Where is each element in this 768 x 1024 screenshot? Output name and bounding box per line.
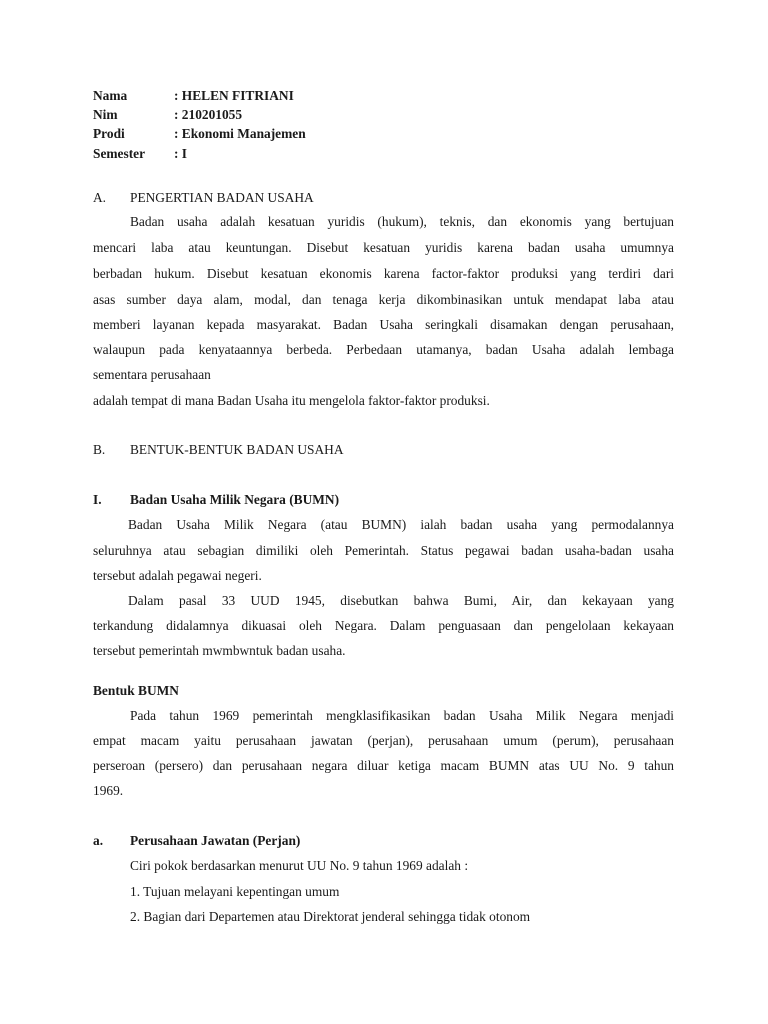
name-label: Nama <box>93 88 128 103</box>
paragraph-line: walaupun pada kenyataannya berbeda. Perbedaan utamanya, badan Usaha adalah lembaga <box>93 342 674 357</box>
semester-label: Semester <box>93 146 146 161</box>
paragraph-line: Badan usaha adalah kesatuan yuridis (hukum), teknis, dan ekonomis yang bertujuan <box>130 214 674 229</box>
paragraph-line: Pada tahun 1969 pemerintah mengklasifikasikan badan Usaha Milik Negara menjadi <box>130 708 674 723</box>
list-item: 1. Tujuan melayani kepentingan umum <box>130 884 340 899</box>
section-a-heading: PENGERTIAN BADAN USAHA <box>130 190 314 205</box>
paragraph-line: mencari laba atau keuntungan. Disebut kesatuan yuridis karena badan usaha umumnya <box>93 240 674 255</box>
paragraph-line: terkandung didalamnya dikuasai oleh Negara. Dalam penguasaan dan pengelolaan kekayaan <box>93 618 674 633</box>
list-item: 2. Bagian dari Departemen atau Direktorat jenderal sehingga tidak otonom <box>130 909 531 924</box>
perjan-intro: Ciri pokok berdasarkan menurut UU No. 9 tahun 1969 adalah : <box>130 858 469 873</box>
paragraph-line: 1969. <box>93 783 124 798</box>
paragraph-line: tersebut pemerintah mwmbwntuk badan usaha. <box>93 643 346 658</box>
section-a-number: A. <box>93 190 107 205</box>
bentuk-bumn-heading: Bentuk BUMN <box>93 683 179 698</box>
paragraph-line: berbadan hukum. Disebut kesatuan ekonomis karena factor-faktor produksi yang terdiri dari <box>93 266 674 281</box>
nim-value: : 210201055 <box>174 107 243 122</box>
paragraph-line: tersebut adalah pegawai negeri. <box>93 568 262 583</box>
paragraph-line: seluruhnya atau sebagian dimiliki oleh Pemerintah. Status pegawai badan usaha-badan usaha <box>93 543 674 558</box>
paragraph-line: sementara perusahaan <box>93 367 211 382</box>
prodi-label: Prodi <box>93 126 125 141</box>
paragraph-line: Dalam pasal 33 UUD 1945, disebutkan bahwa Bumi, Air, dan kekayaan yang <box>128 593 674 608</box>
section-b-number: B. <box>93 442 106 457</box>
nim-label: Nim <box>93 107 118 122</box>
perjan-heading: Perusahaan Jawatan (Perjan) <box>130 833 301 848</box>
paragraph-line: adalah tempat di mana Badan Usaha itu mengelola faktor-faktor produksi. <box>93 393 490 408</box>
semester-value: : I <box>174 146 188 161</box>
section-i-number: I. <box>93 492 102 507</box>
perjan-number: a. <box>93 833 104 848</box>
section-i-heading: Badan Usaha Milik Negara (BUMN) <box>130 492 340 507</box>
paragraph-line: empat macam yaitu perusahaan jawatan (perjan), perusahaan umum (perum), perusahaan <box>93 733 674 748</box>
prodi-value: : Ekonomi Manajemen <box>174 126 306 141</box>
paragraph-line: Badan Usaha Milik Negara (atau BUMN) ialah badan usaha yang permodalannya <box>128 517 674 532</box>
name-value: : HELEN FITRIANI <box>174 88 294 103</box>
paragraph-line: memberi layanan kepada masyarakat. Badan Usaha seringkali disamakan dengan perusahaan, <box>93 317 674 332</box>
paragraph-line: asas sumber daya alam, modal, dan tenaga kerja dikombinasikan untuk mendapat laba atau <box>93 292 674 307</box>
section-b-heading: BENTUK-BENTUK BADAN USAHA <box>130 442 344 457</box>
paragraph-line: perseroan (persero) dan perusahaan negara diluar ketiga macam BUMN atas UU No. 9 tahun <box>93 758 674 773</box>
